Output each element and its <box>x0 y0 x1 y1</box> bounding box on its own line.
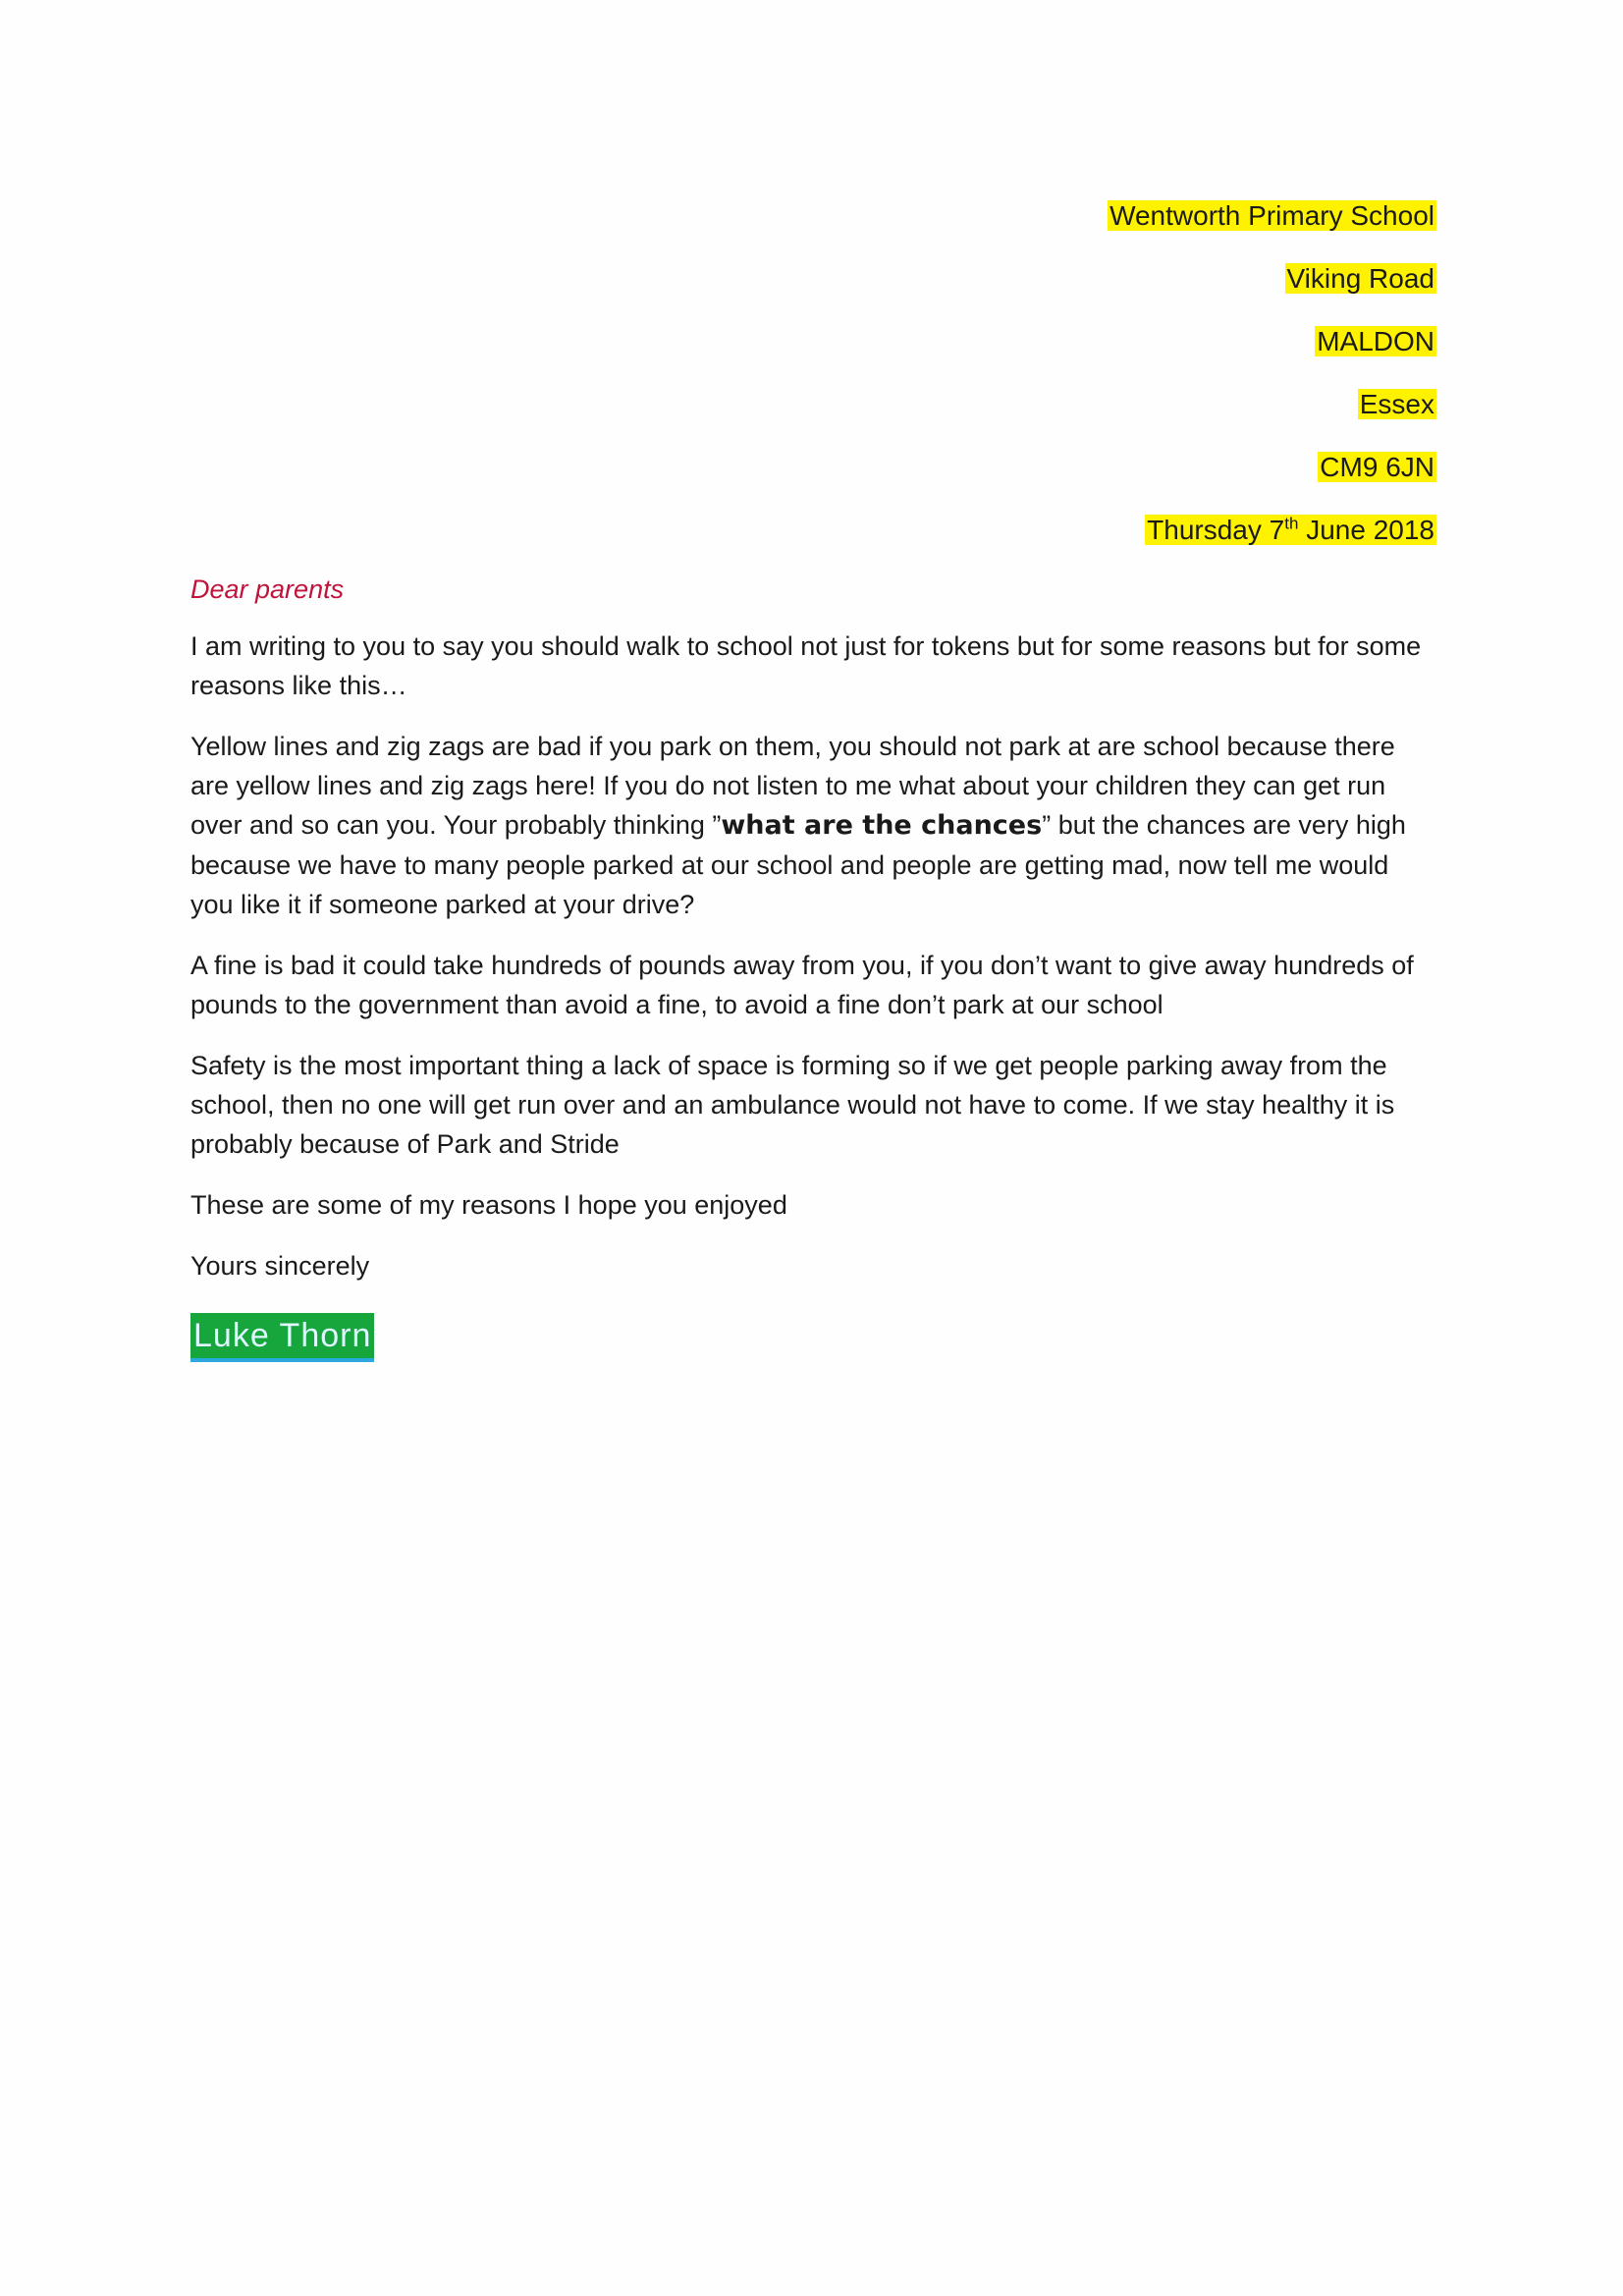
letter-body <box>190 570 1437 1362</box>
address-block <box>1108 196 1436 574</box>
town-name: MALDON <box>1317 326 1434 356</box>
paragraph-5: These are some of my reasons I hope you enjoyed <box>190 1190 787 1220</box>
date-suffix: th <box>1284 514 1299 533</box>
emphasis-phrase: what are the chances <box>721 810 1043 841</box>
school-name: Wentworth Primary School <box>1109 200 1434 231</box>
county-name: Essex <box>1359 389 1434 419</box>
paragraph-2-start: Yellow lines and zig zags are bad if you park on them, you should not park at are school because there are yellow lines and zig zags here! If you do not listen to me what about your children they can get run over and so can you. Your probably thinking ” <box>190 732 1395 840</box>
road-name: Viking Road <box>1286 263 1434 294</box>
greeting: Dear parents <box>190 574 345 604</box>
paragraph-4: Safety is the most important thing a lack of space is forming so if we get people parking away from the school, then no one will get run over and an ambulance would not have to come. If we stay healthy it is probably because of Park and Stride <box>190 1051 1395 1159</box>
paragraph-2-end: ” but the chances are very high because we have to many people parked at our school and people are getting mad, now tell me would you like it if someone parked at your drive? <box>190 810 1406 919</box>
paragraph-1: I am writing to you to say you should walk to school not just for tokens but for some reasons but for some reasons like this… <box>190 631 1422 700</box>
paragraph-3: A fine is bad it could take hundreds of pounds away from you, if you don’t want to give away hundreds of pounds to the government than avoid a fine, to avoid a fine don’t park at our school <box>190 951 1414 1019</box>
date-day: Thursday 7 <box>1147 515 1285 545</box>
letter-date <box>1145 515 1436 545</box>
signature: Luke Thorn <box>190 1313 374 1362</box>
closing: Yours sincerely <box>190 1251 370 1281</box>
date-rest: June 2018 <box>1298 515 1434 545</box>
postcode: CM9 6JN <box>1320 452 1434 482</box>
paragraph-2 <box>190 727 1437 924</box>
